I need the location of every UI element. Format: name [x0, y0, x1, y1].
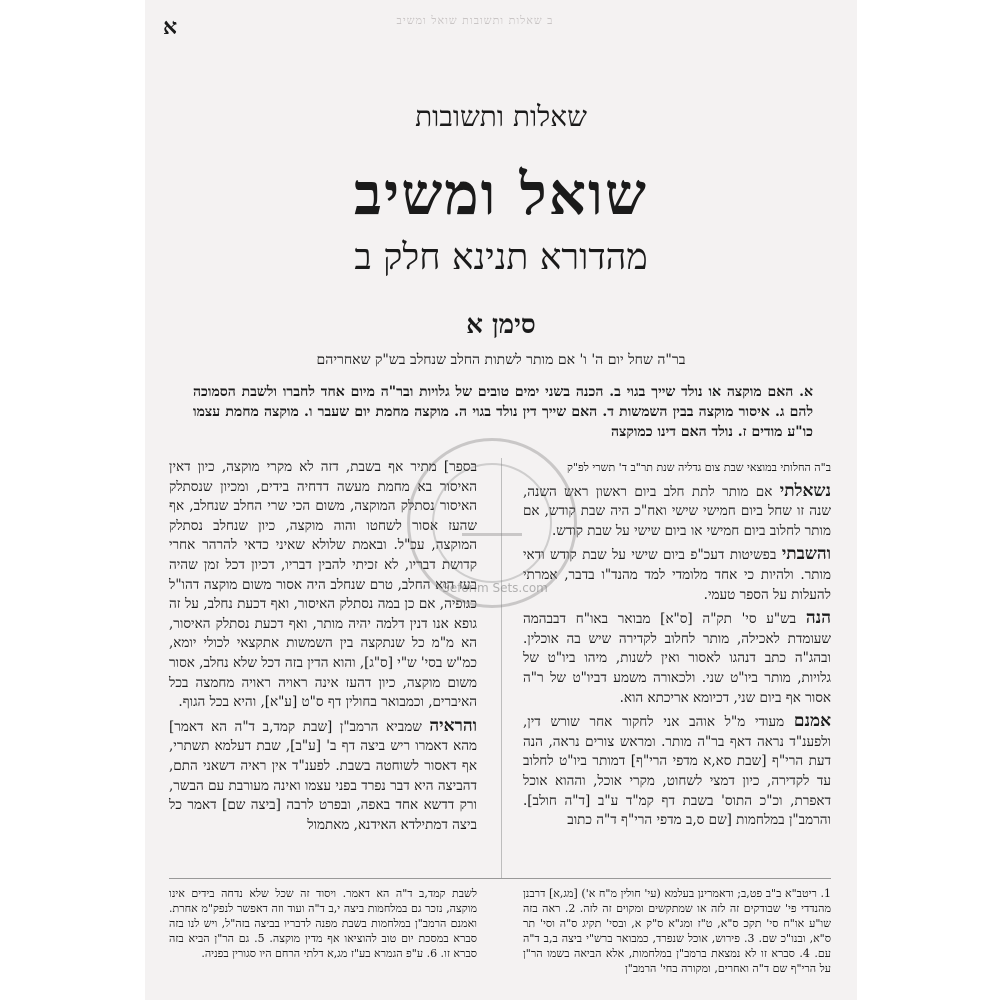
edition-title: מהדורא תנינא חלק ב [354, 237, 648, 278]
paragraph-text: בש"ע סי' תק"ה [ס"א] מבואר באו"ח דבבהמה שעומדת לאכילה, מותר לחלוב לקדירה שיש בה אוכלין. ובהג"ה כתב דנהגו לאסור ואין לשנות, מיהו ביו"ט של גלויות, מותר ביו"ט שני. ולכאורה משמע דביו"ט של ר"ה אסור אף ביום שני, דכיומא אריכתא הוא. [523, 611, 831, 706]
paragraph-text: מעודי מ"ל אוהב אני לחקור אחר שורש דין, ולפענ"ד נראה דאף בר"ה מותר. ומראש צורים נראה, הנה דעת הרי"ף [שבת סא,א מדפי הרי"ף] דמותר ביו"ט לחלוב עד לקדירה, כיון דמצי לשחוט, מקרי אוכל, וההוא אוכל דאפרת, וכ"כ התוס' בשבת דף קמ"ד ע"ב [ד"ה חולב]. והרמב"ן במלחמות [שם ס,ב מדפי הרי"ף ד"ה כתוב [523, 714, 831, 829]
series-title: שאלות ותשובות [415, 100, 587, 133]
book-title: שואל ומשיב [354, 160, 648, 228]
footnotes-left: לשבת קמד,ב ד"ה הא דאמר. ויסוד זה שכל שלא נדחה בידים אינו מוקצה, נזכר גם במלחמות ביצה י,ב ד"ה ועוד וזה דאפשר לנפק"מ אחרת. ואמנם הרמב"ן במלחמות בשבת מפנה לדבריו בביצה בזה"ל, ויש לנו בזה סברא במסכת יום טוב להוציאו אף מדין מוקצה. 5. גם הר"ן הביא בזה סברא זו. 6. ע"פ הגמרא בע"ז מג,א דלתי הרחם היו סגורין בפניה. [169, 887, 477, 960]
paragraph [523, 712, 831, 831]
paragraph-text: בספר] מתיר אף בשבת, דזה לא מקרי מוקצה, כיון דאין האיסור בא מחמת מעשה דדחיה בידים, ומכיון שנסתלק האיסור נסתלק המוקצה, משום הכי שרי החלב שנחלב, אף שהעז אסור לשחטו והוה מוקצה, כיון שנחלב נסתלק המוקצה, עכ"ל. ובאמת שלולא שאיני כדאי להרהר אחרי קדושת דבריו, לא זכיתי להבין דבריו, דכיון דכל זמן שהיה בעז הוא החלב, טרם שנחלב היה אסור משום מוקצה דהו"ל כגופיה, אם כן במה נסתלק האיסור, ואף דכעת נחלב, על זה גופא אנו דנין דלמה יהיה מותר, ואף דכעת נסתלק האיסור, הא מ"מ כל שנתקצה בין השמשות אתקצאי לכולי יומא, כמ"ש בסי' ש"י [ס"ג], והוא הדין בזה דכל שלא נחלב, אסור משום מוקצה, כיון דהעז אינה ראויה ראויה מחמצה בכל האיברים, וכמבואר בחולין דף ס"ט [ע"א], והיא בכל הגוף. [169, 459, 477, 711]
dateline: ב"ה החלותי במוצאי שבת צום גדליה שנת תר"ב ד' תשרי לפ"ק [567, 461, 831, 474]
book-page [145, 0, 857, 1000]
paragraph-lead: אמנם [793, 711, 832, 732]
section-subject: בר"ה שחל יום ה' ו' אם מותר לשתות החלב שנחלב בש"ק שאחריהם [316, 352, 686, 368]
paragraph-lead: הנה [805, 608, 831, 629]
paragraph-lead: נשאלתי [779, 480, 831, 501]
paragraph [523, 609, 831, 708]
book-icon [462, 493, 522, 536]
footnotes-right: 1. ריטב"א ב"ב פט,ב; ודאמרינן בעלמא (עי' חולין מ"ח א') [מג,א] דרבנן מהנדדי פי' שבודקים זה לזה או שמתקשים ומקוים זה לזה. 2. ראה בזה שו"ע או"ח סי' תקכ ס"א, ט"ז ומג"א ס"ק א, ובסי' תקיג ס"ה וסי' תר ס"א, ובנו"כ שם. 3. פירוש, אוכל שנפרד, כמבואר ברש"י ביצה ב,ב ד"ה עם. 4. סברא זו לא נמצאת ברמב"ן במלחמות, אלא הביאה בשמו הר"ן על הרי"ף שם ד"ה ואחרים, ומקורה בחי' הרמב"ן [523, 887, 831, 975]
paragraph-text: שמביא הרמב"ן [שבת קמד,ב ד"ה הא דאמר] מהא דאמרו ריש ביצה דף ב' [ע"ב], שבת דעלמא תשתרי, אף דאסור לשוחטה בשבת. לפענ"ד אין ראיה דשאני התם, דהביצה היא דבר נפרד בפני עצמו ואינה מעורבת עם הבשר, ורק דדשא אחד באפה, ובפרט לרבה [ביצה שם] דאמר כל ביצה דמתילדא האידנא, מאתמול [169, 718, 477, 833]
watermark-stamp [407, 438, 577, 608]
paragraph-text: בפשיטות דעכ"פ ביום שישי על שבת קודש ודאי מותר. ולהיות כי אחד מלומדי למד מהנד"ו בדבר, אמרתי להעלות על הספר טעמי. [523, 547, 831, 603]
paragraph-lead: והשבתי [781, 544, 831, 565]
page-number: א [163, 14, 178, 40]
bleed-through-header: ב שאלות ותשובות שואל ומשיב [396, 14, 554, 27]
paragraph [169, 717, 477, 836]
paragraph-text: אם מותר לתת חלב ביום ראשון ראש השנה, שנה זו שחל ביום חמישי שישי ואח"כ היה שבת קודש, אם מותר לחלוב ביום חמישי או ביום שישי על שבת קודש. [523, 483, 831, 539]
footnote-rule [169, 878, 831, 879]
watermark-text: Seforim Sets.com [442, 581, 548, 595]
section-heading: סימן א [466, 310, 536, 340]
paragraph-lead: והראיה [429, 715, 478, 736]
topic-summary: א. האם מוקצה או נולד שייך בגוי ב. הכנה בשני ימים טובים של גלויות ובר"ה מיום אחד לחברו ולשבת הסמוכה להם ג. איסור מוקצה בבין השמשות ד. האם שייך דין נולד בגוי ה. מוקצה מחמת יום שעבר ו. מוקצה מחמת עצמו כו"ע מודים ז. נולד האם דינו כמוקצה [193, 384, 813, 440]
